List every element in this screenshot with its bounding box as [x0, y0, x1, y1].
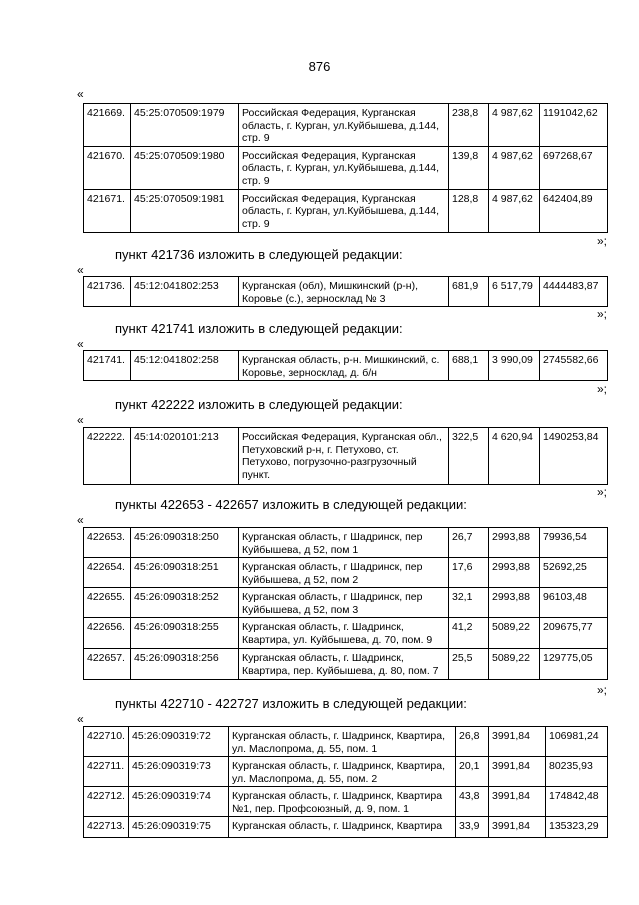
value-cell: 697268,67: [540, 146, 608, 189]
rate-cell: 4 620,94: [489, 428, 540, 485]
area-cell: 128,8: [449, 189, 489, 232]
value-cell: 135323,29: [546, 817, 608, 838]
value-cell: 1490253,84: [540, 428, 608, 485]
address-cell: Курганская область, г. Шадринск, Квартира, пер. Куйбышева, д. 80, пом. 7: [239, 649, 449, 680]
open-quote: «: [77, 87, 84, 101]
close-quote: »;: [597, 234, 608, 248]
close-quote: »;: [597, 485, 608, 499]
cadastral-number-cell: 45:12:041802:253: [131, 277, 239, 307]
register-table: [83, 527, 608, 680]
row-number-cell: 422712.: [84, 787, 129, 817]
area-cell: 41,2: [449, 618, 489, 649]
area-cell: 33,9: [456, 817, 489, 838]
table-row: [84, 104, 608, 147]
address-cell: Курганская область, г. Шадринск, Квартира, ул. Куйбышева, д. 70, пом. 9: [239, 618, 449, 649]
cadastral-number-cell: 45:14:020101:213: [131, 428, 239, 485]
row-number-cell: 421670.: [84, 146, 131, 189]
close-quote: »;: [597, 683, 608, 697]
register-table: [83, 350, 608, 381]
address-cell: Курганская (обл), Мишкинский (р-н), Коровье (с.), зерносклад № 3: [239, 277, 449, 307]
area-cell: 32,1: [449, 588, 489, 618]
cadastral-number-cell: 45:26:090318:251: [131, 558, 239, 588]
row-number-cell: 422713.: [84, 817, 129, 838]
rate-cell: 3991,84: [489, 757, 546, 787]
rate-cell: 2993,88: [489, 588, 540, 618]
cadastral-number-cell: 45:25:070509:1980: [131, 146, 239, 189]
table-row: [84, 528, 608, 558]
table-row: [84, 618, 608, 649]
table-row: [84, 727, 608, 757]
table-row: [84, 189, 608, 232]
section-intro: пункт 422222 изложить в следующей редакции:: [115, 397, 403, 412]
rate-cell: 3 990,09: [489, 351, 540, 381]
rate-cell: 2993,88: [489, 528, 540, 558]
value-cell: 4444483,87: [540, 277, 608, 307]
cadastral-number-cell: 45:25:070509:1979: [131, 104, 239, 147]
address-cell: Российская Федерация, Курганская обл., Петуховский р-н, г. Петухово, ст. Петухово, погрузочно-разгрузочный пункт.: [239, 428, 449, 485]
row-number-cell: 422710.: [84, 727, 129, 757]
area-cell: 322,5: [449, 428, 489, 485]
section-intro: пункт 421741 изложить в следующей редакции:: [115, 321, 403, 336]
table-row: [84, 351, 608, 381]
area-cell: 238,8: [449, 104, 489, 147]
rate-cell: 5089,22: [489, 618, 540, 649]
area-cell: 20,1: [456, 757, 489, 787]
cadastral-number-cell: 45:26:090318:252: [131, 588, 239, 618]
table-row: [84, 787, 608, 817]
value-cell: 52692,25: [540, 558, 608, 588]
open-quote: «: [77, 712, 84, 726]
area-cell: 17,6: [449, 558, 489, 588]
area-cell: 681,9: [449, 277, 489, 307]
cadastral-number-cell: 45:25:070509:1981: [131, 189, 239, 232]
rate-cell: 3991,84: [489, 727, 546, 757]
open-quote: «: [77, 337, 84, 351]
table-row: [84, 757, 608, 787]
open-quote: «: [77, 513, 84, 527]
area-cell: 43,8: [456, 787, 489, 817]
address-cell: Курганская область, г. Шадринск, Квартира, ул. Маслопрома, д. 55, пом. 1: [229, 727, 456, 757]
table-row: [84, 588, 608, 618]
open-quote: «: [77, 413, 84, 427]
address-cell: Курганская область, р-н. Мишкинский, с. Коровье, зерносклад, д. б/н: [239, 351, 449, 381]
value-cell: 209675,77: [540, 618, 608, 649]
value-cell: 642404,89: [540, 189, 608, 232]
address-cell: Российская Федерация, Курганская область, г. Курган, ул.Куйбышева, д.144, стр. 9: [239, 189, 449, 232]
cadastral-number-cell: 45:26:090318:255: [131, 618, 239, 649]
area-cell: 25,5: [449, 649, 489, 680]
row-number-cell: 422657.: [84, 649, 131, 680]
table-row: [84, 146, 608, 189]
address-cell: Курганская область, г Шадринск, пер Куйбышева, д 52, пом 1: [239, 528, 449, 558]
rate-cell: 3991,84: [489, 787, 546, 817]
register-table: [83, 103, 608, 233]
open-quote: «: [77, 263, 84, 277]
cadastral-number-cell: 45:26:090319:73: [129, 757, 229, 787]
rate-cell: 3991,84: [489, 817, 546, 838]
table-row: [84, 649, 608, 680]
address-cell: Курганская область, г Шадринск, пер Куйбышева, д 52, пом 3: [239, 588, 449, 618]
rate-cell: 4 987,62: [489, 146, 540, 189]
rate-cell: 6 517,79: [489, 277, 540, 307]
row-number-cell: 422655.: [84, 588, 131, 618]
address-cell: Российская Федерация, Курганская область, г. Курган, ул.Куйбышева, д.144, стр. 9: [239, 104, 449, 147]
value-cell: 129775,05: [540, 649, 608, 680]
register-table: [83, 726, 608, 838]
area-cell: 688,1: [449, 351, 489, 381]
row-number-cell: 422656.: [84, 618, 131, 649]
rate-cell: 4 987,62: [489, 189, 540, 232]
address-cell: Курганская область, г. Шадринск, Квартира, ул. Маслопрома, д. 55, пом. 2: [229, 757, 456, 787]
section-intro: пункты 422710 - 422727 изложить в следующей редакции:: [115, 696, 467, 711]
area-cell: 139,8: [449, 146, 489, 189]
register-table: [83, 276, 608, 307]
address-cell: Курганская область, г. Шадринск, Квартира: [229, 817, 456, 838]
row-number-cell: 422222.: [84, 428, 131, 485]
section-intro: пункт 421736 изложить в следующей редакции:: [115, 247, 403, 262]
rate-cell: 5089,22: [489, 649, 540, 680]
cadastral-number-cell: 45:26:090319:72: [129, 727, 229, 757]
value-cell: 96103,48: [540, 588, 608, 618]
cadastral-number-cell: 45:26:090319:75: [129, 817, 229, 838]
table-row: [84, 277, 608, 307]
row-number-cell: 422653.: [84, 528, 131, 558]
close-quote: »;: [597, 307, 608, 321]
cadastral-number-cell: 45:26:090318:250: [131, 528, 239, 558]
row-number-cell: 421741.: [84, 351, 131, 381]
row-number-cell: 421671.: [84, 189, 131, 232]
register-table: [83, 427, 608, 485]
cadastral-number-cell: 45:12:041802:258: [131, 351, 239, 381]
row-number-cell: 421736.: [84, 277, 131, 307]
table-row: [84, 558, 608, 588]
table-row: [84, 817, 608, 838]
value-cell: 2745582,66: [540, 351, 608, 381]
value-cell: 174842,48: [546, 787, 608, 817]
area-cell: 26,7: [449, 528, 489, 558]
cadastral-number-cell: 45:26:090318:256: [131, 649, 239, 680]
rate-cell: 2993,88: [489, 558, 540, 588]
address-cell: Российская Федерация, Курганская область, г. Курган, ул.Куйбышева, д.144, стр. 9: [239, 146, 449, 189]
section-intro: пункты 422653 - 422657 изложить в следующей редакции:: [115, 497, 467, 512]
page-number: 876: [308, 59, 331, 74]
row-number-cell: 422654.: [84, 558, 131, 588]
value-cell: 106981,24: [546, 727, 608, 757]
rate-cell: 4 987,62: [489, 104, 540, 147]
value-cell: 1191042,62: [540, 104, 608, 147]
value-cell: 79936,54: [540, 528, 608, 558]
cadastral-number-cell: 45:26:090319:74: [129, 787, 229, 817]
row-number-cell: 422711.: [84, 757, 129, 787]
row-number-cell: 421669.: [84, 104, 131, 147]
value-cell: 80235,93: [546, 757, 608, 787]
area-cell: 26,8: [456, 727, 489, 757]
address-cell: Курганская область, г Шадринск, пер Куйбышева, д 52, пом 2: [239, 558, 449, 588]
table-row: [84, 428, 608, 485]
close-quote: »;: [597, 382, 608, 396]
address-cell: Курганская область, г. Шадринск, Квартира №1, пер. Профсоюзный, д. 9, пом. 1: [229, 787, 456, 817]
